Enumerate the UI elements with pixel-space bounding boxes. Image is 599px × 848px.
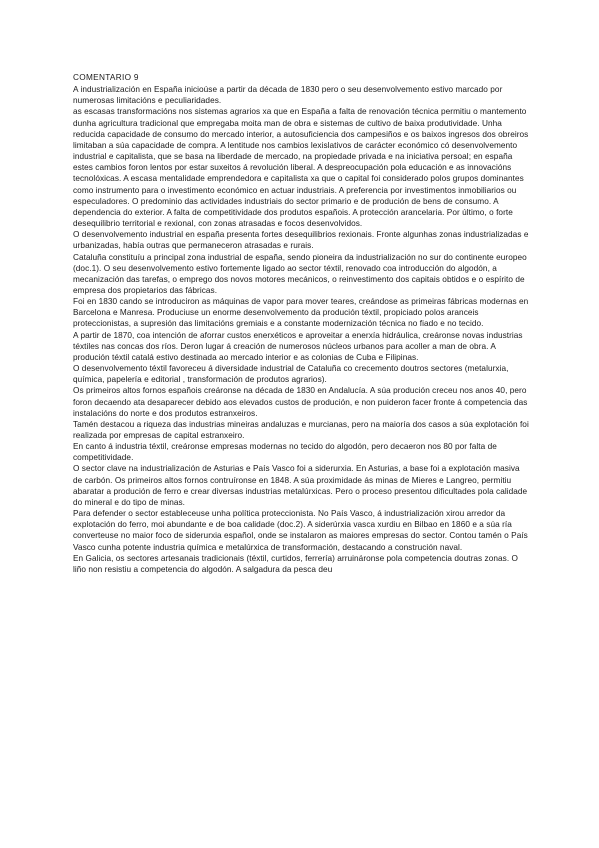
- paragraph-steam-engines: Foi en 1830 cando se introduciron as máquinas de vapor para mover teares, creándose as primeiras fábricas modernas en Barcelona e Manresa. Produciuse un enorme desenvolvemento da produción téxtil, propiciado polos aranceis proteccionistas, a supresión das limitacións gremiais e a constante modernización técnica no fiado e no tecido.: [73, 297, 529, 329]
- paragraph-1870: A partir de 1870, coa intención de aforrar custos enerxéticos e aproveitar a enerxía hidráulica, creáronse novas industrias téxtiles nas concas dos ríos. Deron lugar á creación de numerosos núcleos urbanos para acoller a man de obra. A produción téxtil catalá estivo destinada ao mercado interior e as colonias de Cuba e Filipinas.: [73, 330, 523, 362]
- paragraph-galicia: En Galicia, os sectores artesanais tradicionais (téxtil, curtidos, ferrería) arruináronse pola competencia doutras zonas. O liño non resistiu a competencia do algodón. A salgadura da pesca deu: [73, 553, 518, 574]
- document-title: COMENTARIO 9: [73, 73, 139, 82]
- document-body: [73, 72, 531, 575]
- paragraph-basque: Para defender o sector estableceuse unha política proteccionista. No País Vasco, á industrialización xirou arredor da explotación do ferro, moi abundante e de boa calidade (doc.2). A siderúrxia vasca xurdiu en Bilbao en 1860 e a súa ría converteuse no maior foco de siderurxia español, onde se instalaron as maiores empresas do sector. Contou tamén o País Vasco cunha potente industria química e metalúrxica de transformación, destacando a construción naval.: [73, 509, 528, 552]
- paragraph-textile: En canto á industria téxtil, creáronse empresas modernas no tecido do algodón, pero decaeron nos 80 por falta de competitividade.: [73, 442, 497, 463]
- paragraph-catalonia: Cataluña constituíu a principal zona industrial de españa, sendo pioneira da industrialización no sur do continente europeo (doc.1). O seu desenvolvemento estivo fortemente ligado ao sector téxtil, renovado coa introducción do algodón, a mecanización das tarefas, o emprego dos novos motores mecánicos, o reinvestimento dos capitais obtidos e o espírito de empresa dos propietarios das fábricas.: [73, 252, 527, 295]
- paragraph-intro: A industrialización en España inicioúse a partir da década de 1830 pero o seu desenvolvemento estivo marcado por numerosas limitacións e peculiaridades.: [73, 85, 503, 106]
- paragraph-asturias: O sector clave na industrialización de Asturias e País Vasco foi a siderurxia. En Asturias, a base foi a explotación masiva de carbón. Os primeiros altos fornos contruíronse en 1848. A súa proximidade ás minas de Mieres e Langreo, permitiu abaratar a produción de ferro e crear diversas industrias metalúrxicas. Pero o proceso presentou dificultades pola calidade do mineral e do tipo de minas.: [73, 464, 528, 507]
- paragraph-causes: as escasas transformacións nos sistemas agrarios xa que en España a falta de renovación técnica permitiu o mantemento dunha agricultura tradicional que empregaba moita man de obra e sistemas de cultivo de baixa produtividade. Unha reducida capacidade de consumo do mercado interior, a autosuficiencia dos campesiños e os baixos ingresos dos obreiros limitaban a súa capacidade de compra. A lentitude nos cambios lexislativos de carácter económico có desenvolvemento industrial e capitalista, que se basa na liberdade de mercado, na propiedade privada e na iniciativa persoal; en españa estes cambios foron lentos por estar suxeitos á revolución liberal. A despreocupación pola educación e as innovacións tecnolóxicas. A escasa mentalidade emprendedora e capitalista xa que o capital foi considerado polos grupos dominantes como instrumento para o investimento económico en actuar industriais. A preferencia por investimentos inmobiliarios ou especuladores. O predominio das actividades industriais do sector primario e de produción de bens de consumo. A dependencia do exterior. A falta de competitividade dos produtos españois. A protección arancelaria. Por último, o forte desequilibrio territorial e rexional, con zonas atrasadas e focos desenvolvidos.: [73, 107, 529, 229]
- paragraph-mining: Tamén destacou a riqueza das industrias mineiras andaluzas e murcianas, pero na maioría dos casos a súa explotación foi realizada por empresas de capital estranxeiro.: [73, 419, 529, 440]
- paragraph-andalusia-furnaces: Os primeiros altos fornos españois creáronse na década de 1830 en Andalucía. A súa produción creceu nos anos 40, pero foron decaendo ata desaparecer debido aos elevados custos de produción, e non puideron facer fronte á competencia das instalacións do norte e dos produtos estranxeiros.: [73, 386, 528, 418]
- paragraph-diversity: O desenvolvemento téxtil favoreceu á diversidade industrial de Cataluña co crecemento doutros sectores (metalurxia, química, papelería e editorial , transformación de produtos agrarios).: [73, 364, 509, 385]
- paragraph-regional-imbalance: O desenvolvemento industrial en españa presenta fortes desequilibrios rexionais. Fronte algunhas zonas industrializadas e urbanizadas, había outras que permaneceron atrasadas e rurais.: [73, 230, 529, 251]
